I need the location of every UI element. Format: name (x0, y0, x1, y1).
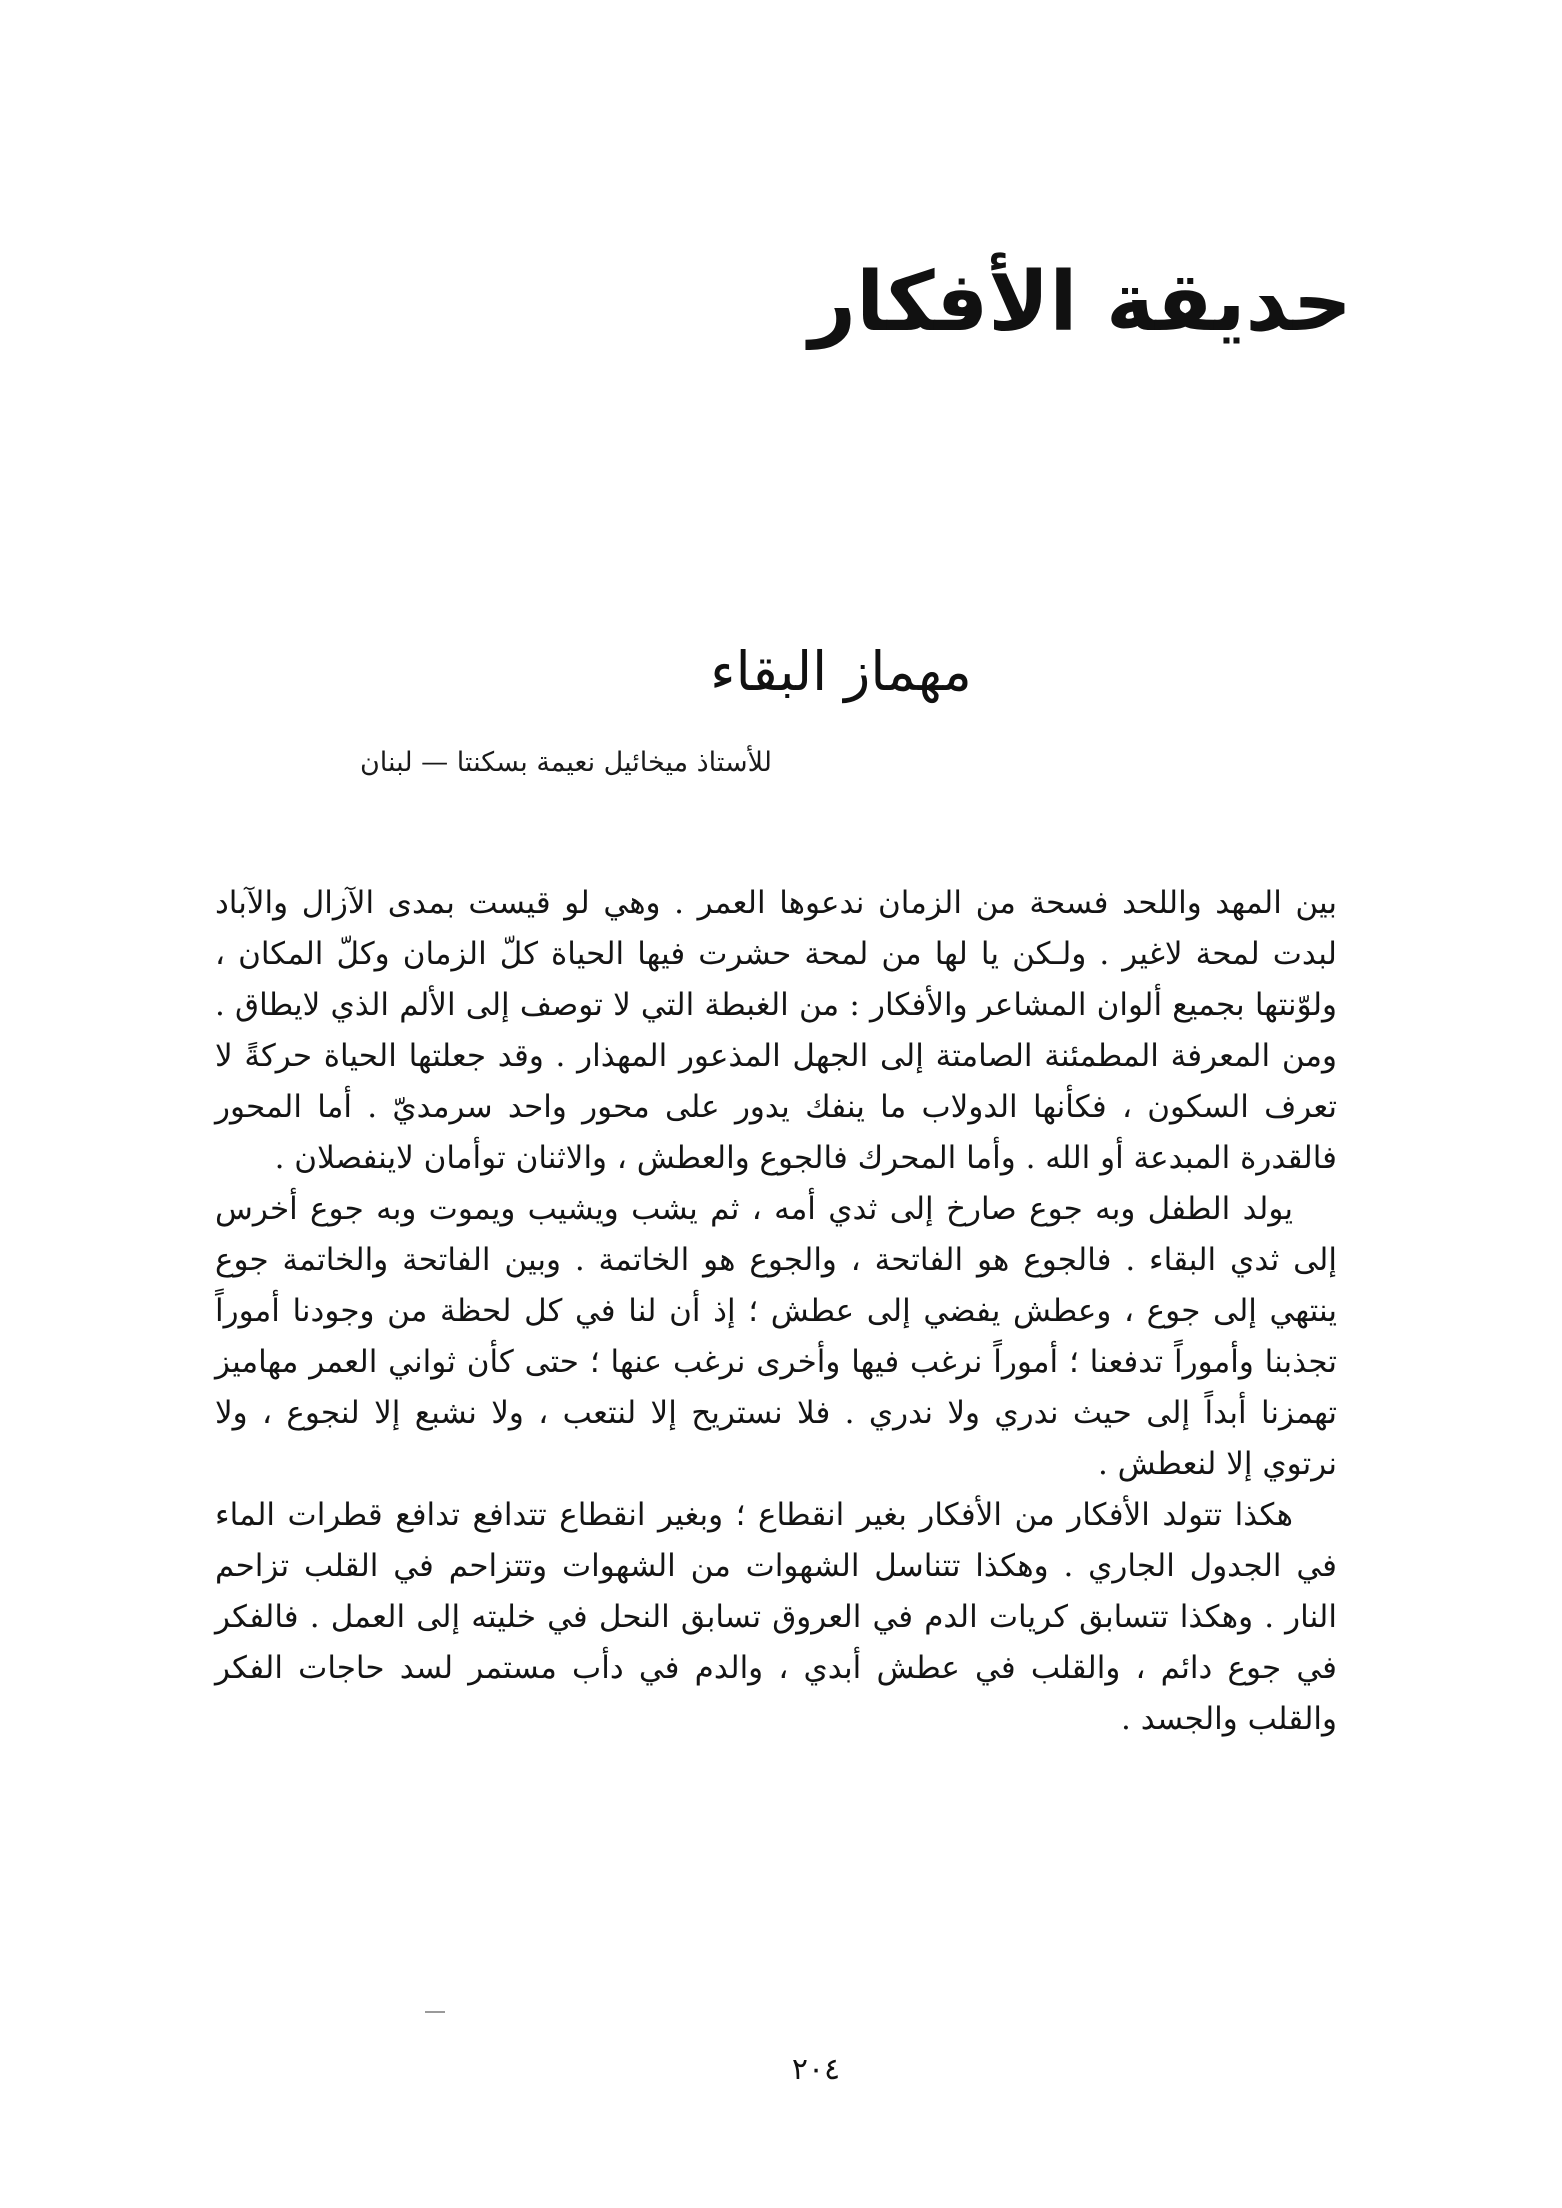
paragraph-2: يولد الطفل وبه جوع صارخ إلى ثدي أمه ، ثم يشب ويشيب ويموت وبه جوع أخرس إلى ثدي البقاء . فالجوع هو الفاتحة ، والجوع هو الخاتمة . وبين الفاتحة والخاتمة جوع ينتهي إلى جوع ، وعطش يفضي إلى عطش ؛ إذ أن لنا في كل لحظة من وجودنا أموراً تجذبنا وأموراً تدفعنا ؛ أموراً نرغب فيها وأخرى نرغب عنها ؛ حتى كأن ثواني العمر مهاميز تهمزنا أبداً إلى حيث ندري ولا ندري . فلا نستريح إلا لنتعب ، ولا نشبع إلا لنجوع ، ولا نرتوي إلا لنعطش . (215, 1191, 1338, 1482)
author-byline: للأستاذ ميخائيل نعيمة بسكنتا — لبنان (359, 747, 772, 778)
paragraph-1: بين المهد واللحد فسحة من الزمان ندعوها العمر . وهي لو قيست بمدى الآزال والآباد لبدت لمحة لاغير . ولـكن يا لها من لمحة حشرت فيها الحياة كلّ الزمان وكلّ المكان ، ولوّنتها بجميع ألوان المشاعر والأفكار : من الغبطة التي لا توصف إلى الألم الذي لايطاق . ومن المعرفة المطمئنة الصامتة إلى الجهل المذعور المهذار . وقد جعلتها الحياة حركةً لا تعرف السكون ، فكأنها الدولاب ما ينفك يدور على محور واحد سرمديّ . أما المحور فالقدرة المبدعة أو الله . وأما المحرك فالجوع والعطش ، والاثنان توأمان لاينفصلان . (215, 885, 1337, 1176)
section-title: حديقة الأفكار (808, 255, 1352, 350)
print-mark (425, 2011, 445, 2013)
article-body (215, 878, 1337, 1745)
paragraph-3: هكذا تتولد الأفكار من الأفكار بغير انقطاع ؛ وبغير انقطاع تتدافع تدافع قطرات الماء في الجدول الجاري . وهكذا تتناسل الشهوات من الشهوات وتتزاحم في القلب تزاحم النار . وهكذا تتسابق كريات الدم في العروق تسابق النحل في خليته إلى العمل . فالفكر في جوع دائم ، والقلب في عطش أبدي ، والدم في دأب مستمر لسد حاجات الفكر والقلب والجسد . (215, 1497, 1337, 1737)
article-title: مهماز البقاء (710, 640, 972, 703)
page-number: ٢٠٤ (791, 2052, 841, 2087)
